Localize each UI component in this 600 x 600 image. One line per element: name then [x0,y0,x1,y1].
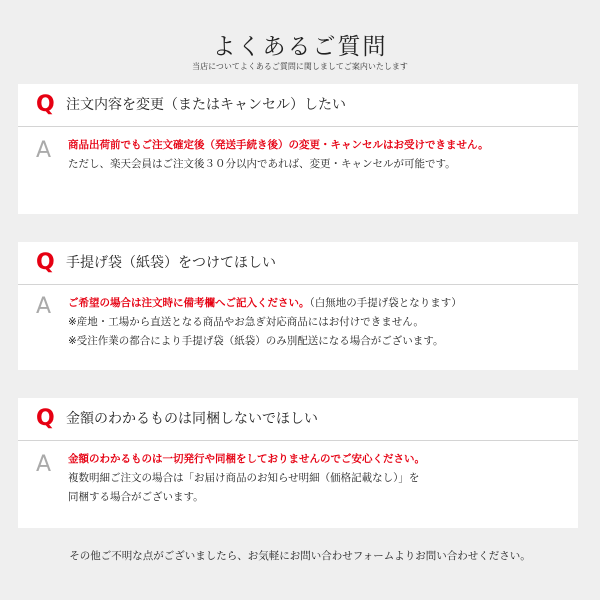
faq-answer [68,294,462,351]
faq-question: 金額のわかるものは同梱しないでほしい [66,411,318,427]
footer-note: その他ご不明な点がございましたら、お気軽にお問い合わせフォームよりお問い合わせください。 [69,550,531,562]
answer-mark-a: A [36,138,52,163]
page-subtitle: 当店についてよくあるご質問に関しましてご案内いたします [192,62,408,71]
question-mark-q: Q [36,92,55,117]
divider [18,126,578,127]
answer-note: （白無地の手提げ袋となります） [309,297,462,309]
answer-first-line [68,294,462,313]
answer-highlight: 商品出荷前でもご注文確定後（発送手続き後）の変更・キャンセルはお受けできません。 [68,139,489,151]
answer-line: ただし、楽天会員はご注文後３０分以内であれば、変更・キャンセルが可能です。 [68,158,456,170]
faq-question: 手提げ袋（紙袋）をつけてほしい [66,255,276,271]
answer-mark-a: A [36,294,52,319]
faq-card-3 [18,398,578,528]
faq-answer [68,450,425,507]
answer-line: ※産地・工場から直送となる商品やお急ぎ対応商品にはお付けできません。 [68,316,424,328]
answer-highlight: ご希望の場合は注文時に備考欄へご記入ください。 [68,297,310,309]
answer-line: 同梱する場合がございます。 [68,491,204,503]
answer-line: 複数明細ご注文の場合は「お届け商品のお知らせ明細（価格記載なし）」を [68,472,420,484]
answer-mark-a: A [36,452,52,477]
faq-answer [68,136,489,174]
page-title: よくあるご質問 [212,34,388,60]
answer-highlight: 金額のわかるものは一切発行や同梱をしておりませんのでご安心ください。 [68,453,425,465]
faq-card-2 [18,242,578,370]
question-mark-q: Q [36,250,55,275]
divider [18,440,578,441]
question-mark-q: Q [36,406,55,431]
answer-line: ※受注作業の都合により手提げ袋（紙袋）のみ別配送になる場合がございます。 [68,335,444,347]
faq-question: 注文内容を変更（またはキャンセル）したい [66,97,346,113]
divider [18,284,578,285]
faq-card-1 [18,84,578,214]
